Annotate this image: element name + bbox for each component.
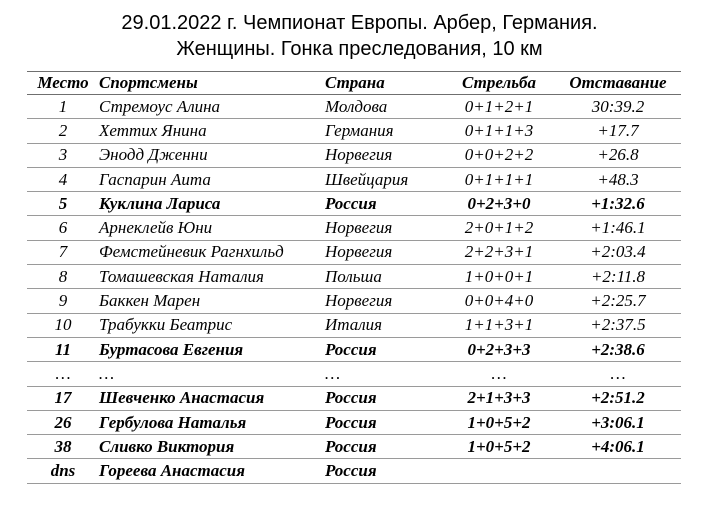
cell-country: …	[325, 362, 443, 386]
cell-place: 5	[27, 192, 99, 216]
table-row	[27, 143, 681, 167]
cell-gap	[555, 459, 681, 483]
cell-gap: +26.8	[555, 143, 681, 167]
cell-place: 10	[27, 313, 99, 337]
cell-athlete: Гербулова Наталья	[99, 410, 325, 434]
column-header-athlete: Спортсмены	[99, 72, 325, 95]
cell-gap: +2:51.2	[555, 386, 681, 410]
cell-place: 3	[27, 143, 99, 167]
cell-shooting: 2+0+1+2	[443, 216, 555, 240]
cell-country: Норвегия	[325, 216, 443, 240]
column-header-country: Страна	[325, 72, 443, 95]
cell-athlete: Куклина Лариса	[99, 192, 325, 216]
cell-country: Норвегия	[325, 143, 443, 167]
cell-athlete: Трабукки Беатрис	[99, 313, 325, 337]
cell-gap: +2:11.8	[555, 265, 681, 289]
cell-gap: 30:39.2	[555, 95, 681, 119]
cell-gap: +2:37.5	[555, 313, 681, 337]
cell-gap: +4:06.1	[555, 435, 681, 459]
table-row	[27, 289, 681, 313]
cell-athlete: Фемстейневик Рагнхильд	[99, 240, 325, 264]
cell-gap: +48.3	[555, 167, 681, 191]
cell-place: 9	[27, 289, 99, 313]
cell-athlete: Гореева Анастасия	[99, 459, 325, 483]
cell-place: 7	[27, 240, 99, 264]
cell-shooting: 0+0+2+2	[443, 143, 555, 167]
cell-athlete: Гаспарин Аита	[99, 167, 325, 191]
table-row	[27, 459, 681, 483]
table-row	[27, 119, 681, 143]
cell-place: 11	[27, 337, 99, 361]
cell-place: 6	[27, 216, 99, 240]
cell-gap: +2:03.4	[555, 240, 681, 264]
cell-place: 2	[27, 119, 99, 143]
cell-athlete: Хеттих Янина	[99, 119, 325, 143]
column-header-shooting: Стрельба	[443, 72, 555, 95]
table-row	[27, 265, 681, 289]
cell-country: Норвегия	[325, 289, 443, 313]
cell-shooting: 2+1+3+3	[443, 386, 555, 410]
cell-place: dns	[27, 459, 99, 483]
cell-place: 17	[27, 386, 99, 410]
cell-country: Россия	[325, 192, 443, 216]
cell-shooting: 0+1+2+1	[443, 95, 555, 119]
cell-shooting: …	[443, 362, 555, 386]
cell-place: 4	[27, 167, 99, 191]
cell-shooting	[443, 459, 555, 483]
table-row	[27, 167, 681, 191]
cell-place: 8	[27, 265, 99, 289]
cell-country: Италия	[325, 313, 443, 337]
results-table-body	[27, 95, 681, 484]
cell-shooting: 0+1+1+3	[443, 119, 555, 143]
results-table	[27, 71, 681, 484]
cell-shooting: 0+2+3+3	[443, 337, 555, 361]
table-row	[27, 337, 681, 361]
cell-country: Россия	[325, 337, 443, 361]
cell-athlete: Стремоус Алина	[99, 95, 325, 119]
table-row	[27, 216, 681, 240]
cell-country: Молдова	[325, 95, 443, 119]
table-row	[27, 435, 681, 459]
cell-shooting: 1+0+5+2	[443, 435, 555, 459]
cell-place: 38	[27, 435, 99, 459]
cell-place: 26	[27, 410, 99, 434]
table-row	[27, 313, 681, 337]
cell-shooting: 0+2+3+0	[443, 192, 555, 216]
table-row	[27, 362, 681, 386]
cell-shooting: 0+0+4+0	[443, 289, 555, 313]
cell-country: Швейцария	[325, 167, 443, 191]
cell-country: Германия	[325, 119, 443, 143]
cell-gap: +1:32.6	[555, 192, 681, 216]
column-header-gap: Отставание	[555, 72, 681, 95]
cell-athlete: Буртасова Евгения	[99, 337, 325, 361]
document-title-line-2: Женщины. Гонка преследования, 10 км	[176, 38, 543, 60]
table-row	[27, 240, 681, 264]
column-header-place: Место	[27, 72, 99, 95]
table-header-row	[27, 72, 681, 95]
table-row	[27, 192, 681, 216]
cell-place: 1	[27, 95, 99, 119]
cell-athlete: Шевченко Анастасия	[99, 386, 325, 410]
cell-athlete: …	[99, 362, 325, 386]
cell-shooting: 1+0+5+2	[443, 410, 555, 434]
cell-athlete: Сливко Виктория	[99, 435, 325, 459]
cell-country: Россия	[325, 459, 443, 483]
cell-gap: +17.7	[555, 119, 681, 143]
document-title-line-1: 29.01.2022 г. Чемпионат Европы. Арбер, Германия.	[121, 12, 598, 34]
cell-country: Норвегия	[325, 240, 443, 264]
table-row	[27, 95, 681, 119]
cell-country: Польша	[325, 265, 443, 289]
cell-athlete: Энодд Дженни	[99, 143, 325, 167]
table-row	[27, 386, 681, 410]
cell-athlete: Баккен Марен	[99, 289, 325, 313]
cell-athlete: Томашевская Наталия	[99, 265, 325, 289]
cell-shooting: 1+1+3+1	[443, 313, 555, 337]
cell-gap: +2:38.6	[555, 337, 681, 361]
cell-place: …	[27, 362, 99, 386]
cell-country: Россия	[325, 410, 443, 434]
cell-shooting: 2+2+3+1	[443, 240, 555, 264]
cell-country: Россия	[325, 386, 443, 410]
cell-gap: …	[555, 362, 681, 386]
cell-shooting: 0+1+1+1	[443, 167, 555, 191]
cell-gap: +3:06.1	[555, 410, 681, 434]
cell-gap: +1:46.1	[555, 216, 681, 240]
cell-shooting: 1+0+0+1	[443, 265, 555, 289]
table-row	[27, 410, 681, 434]
cell-gap: +2:25.7	[555, 289, 681, 313]
cell-athlete: Арнеклейв Юни	[99, 216, 325, 240]
cell-country: Россия	[325, 435, 443, 459]
